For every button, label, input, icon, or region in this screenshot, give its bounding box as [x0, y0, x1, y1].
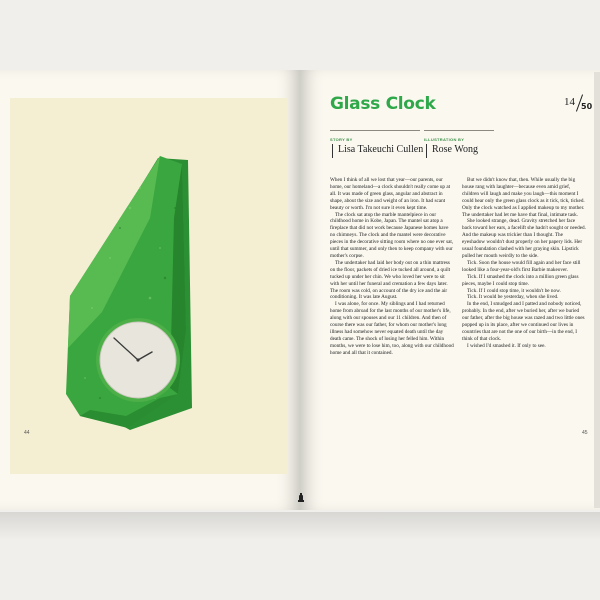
- paragraph: When I think of all we lost that year—our parents, our home, our homeland—a clock shouldn't really come up at all. It was made of green glass, angular and abstract in shape, about the size and weight of an iron. It had scant beauty or worth. I'm not sure it even kept time.: [330, 177, 451, 211]
- credit-rule-illustration: [424, 130, 494, 131]
- text-column-left: [330, 177, 454, 357]
- paragraph: Tick. If I smashed the clock into a million green glass pieces, maybe I could stop time.: [462, 273, 579, 287]
- illustrator: Rose Wong: [432, 144, 478, 155]
- page-edges: [594, 72, 600, 508]
- issue-number: [564, 96, 593, 111]
- illustration-by-label: ILLUSTRATION BY: [424, 137, 465, 142]
- story-by-label: STORY BY: [330, 137, 353, 142]
- paragraph: The undertaker had laid her body out on a thin mattress on the floor, packets of dried ice tucked all around, a quilt tucked up under her chin. We who loved her were to sit with her until her funeral and cremation a few days later. The room was cold, on account of the dry ice and the air conditioning. It was late August.: [330, 259, 451, 301]
- paragraph: Tick. It would be yesterday, when she lived.: [467, 294, 559, 301]
- left-page: [0, 70, 300, 510]
- paragraph: She looked strange, dead. Gravity stretched her face back toward her ears, a facelift she hadn't sought or needed. And the makeup was trickier than I thought. The eyeshadow wouldn't dust properly on her papery lids. Her usual foundation clashed with her graying skin. Lipstick pulled her mouth weirdly to the side.: [462, 218, 586, 259]
- paragraph: I was alone, for once. My siblings and I had returned home from abroad for the last months of our mother's life, along with our spouses and our 11 children. And then of course there was our father, for whom our mother's long illness had somehow never equated death until the day death came. The shock of losing her felled him. Within months, we were to lose him, too, along with our childhood home and all that it contained.: [330, 301, 454, 356]
- end-mark-icon: [297, 493, 305, 502]
- text-column-right: [462, 177, 586, 350]
- book-shadow: [0, 512, 600, 540]
- paragraph: In the end, I smudged and I patted and nobody noticed, probably. In the end, after we buried her, after we buried our father, after the big house was razed and two little ones popped up in its place, after we continued our lives in countries that are not the one of our birth—in the end, I think of that clock.: [462, 301, 585, 342]
- paragraph: The clock sat atop the marble mantelpiece in our childhood home in Kobe, Japan. The mantel sat atop a fireplace that did not work because Japanese homes have no chimneys. The clock and the mantel were decorative pieces in the decorative sitting room where no one ever sat, until that summer, and only then to keep company with our mother's corpse.: [330, 211, 454, 259]
- issue-total: 50: [581, 102, 593, 111]
- story-author: Lisa Takeuchi Cullen: [338, 144, 424, 155]
- credit-rule-story: [330, 130, 420, 131]
- paragraph: I wished I'd smashed it. If only to see.: [467, 342, 546, 349]
- article-title: Glass Clock: [330, 94, 436, 114]
- paragraph: Tick. If I could stop time, it wouldn't be now.: [467, 287, 561, 294]
- credit-bar-story: [332, 144, 333, 158]
- page-number-left: 44: [24, 430, 30, 436]
- glass-clock-illustration: [10, 98, 288, 474]
- paragraph: Tick. Soon the house would fill again and her face still looked like a four-year-old's first Barbie makeover.: [462, 259, 581, 273]
- illustration-panel: [10, 98, 288, 474]
- issue-current: 14: [564, 96, 575, 108]
- paragraph: But we didn't know that, then. While usually the big house rang with laughter—because even amid grief, children will laugh and make you laugh—this moment I could hear only the green glass clock as it tick, tick, ticked. Only the clock watched as I applied makeup to my mother. The undertaker had let me have that final, intimate task.: [462, 177, 585, 218]
- credit-bar-illustration: [426, 144, 427, 158]
- page-number-right: 45: [582, 430, 588, 436]
